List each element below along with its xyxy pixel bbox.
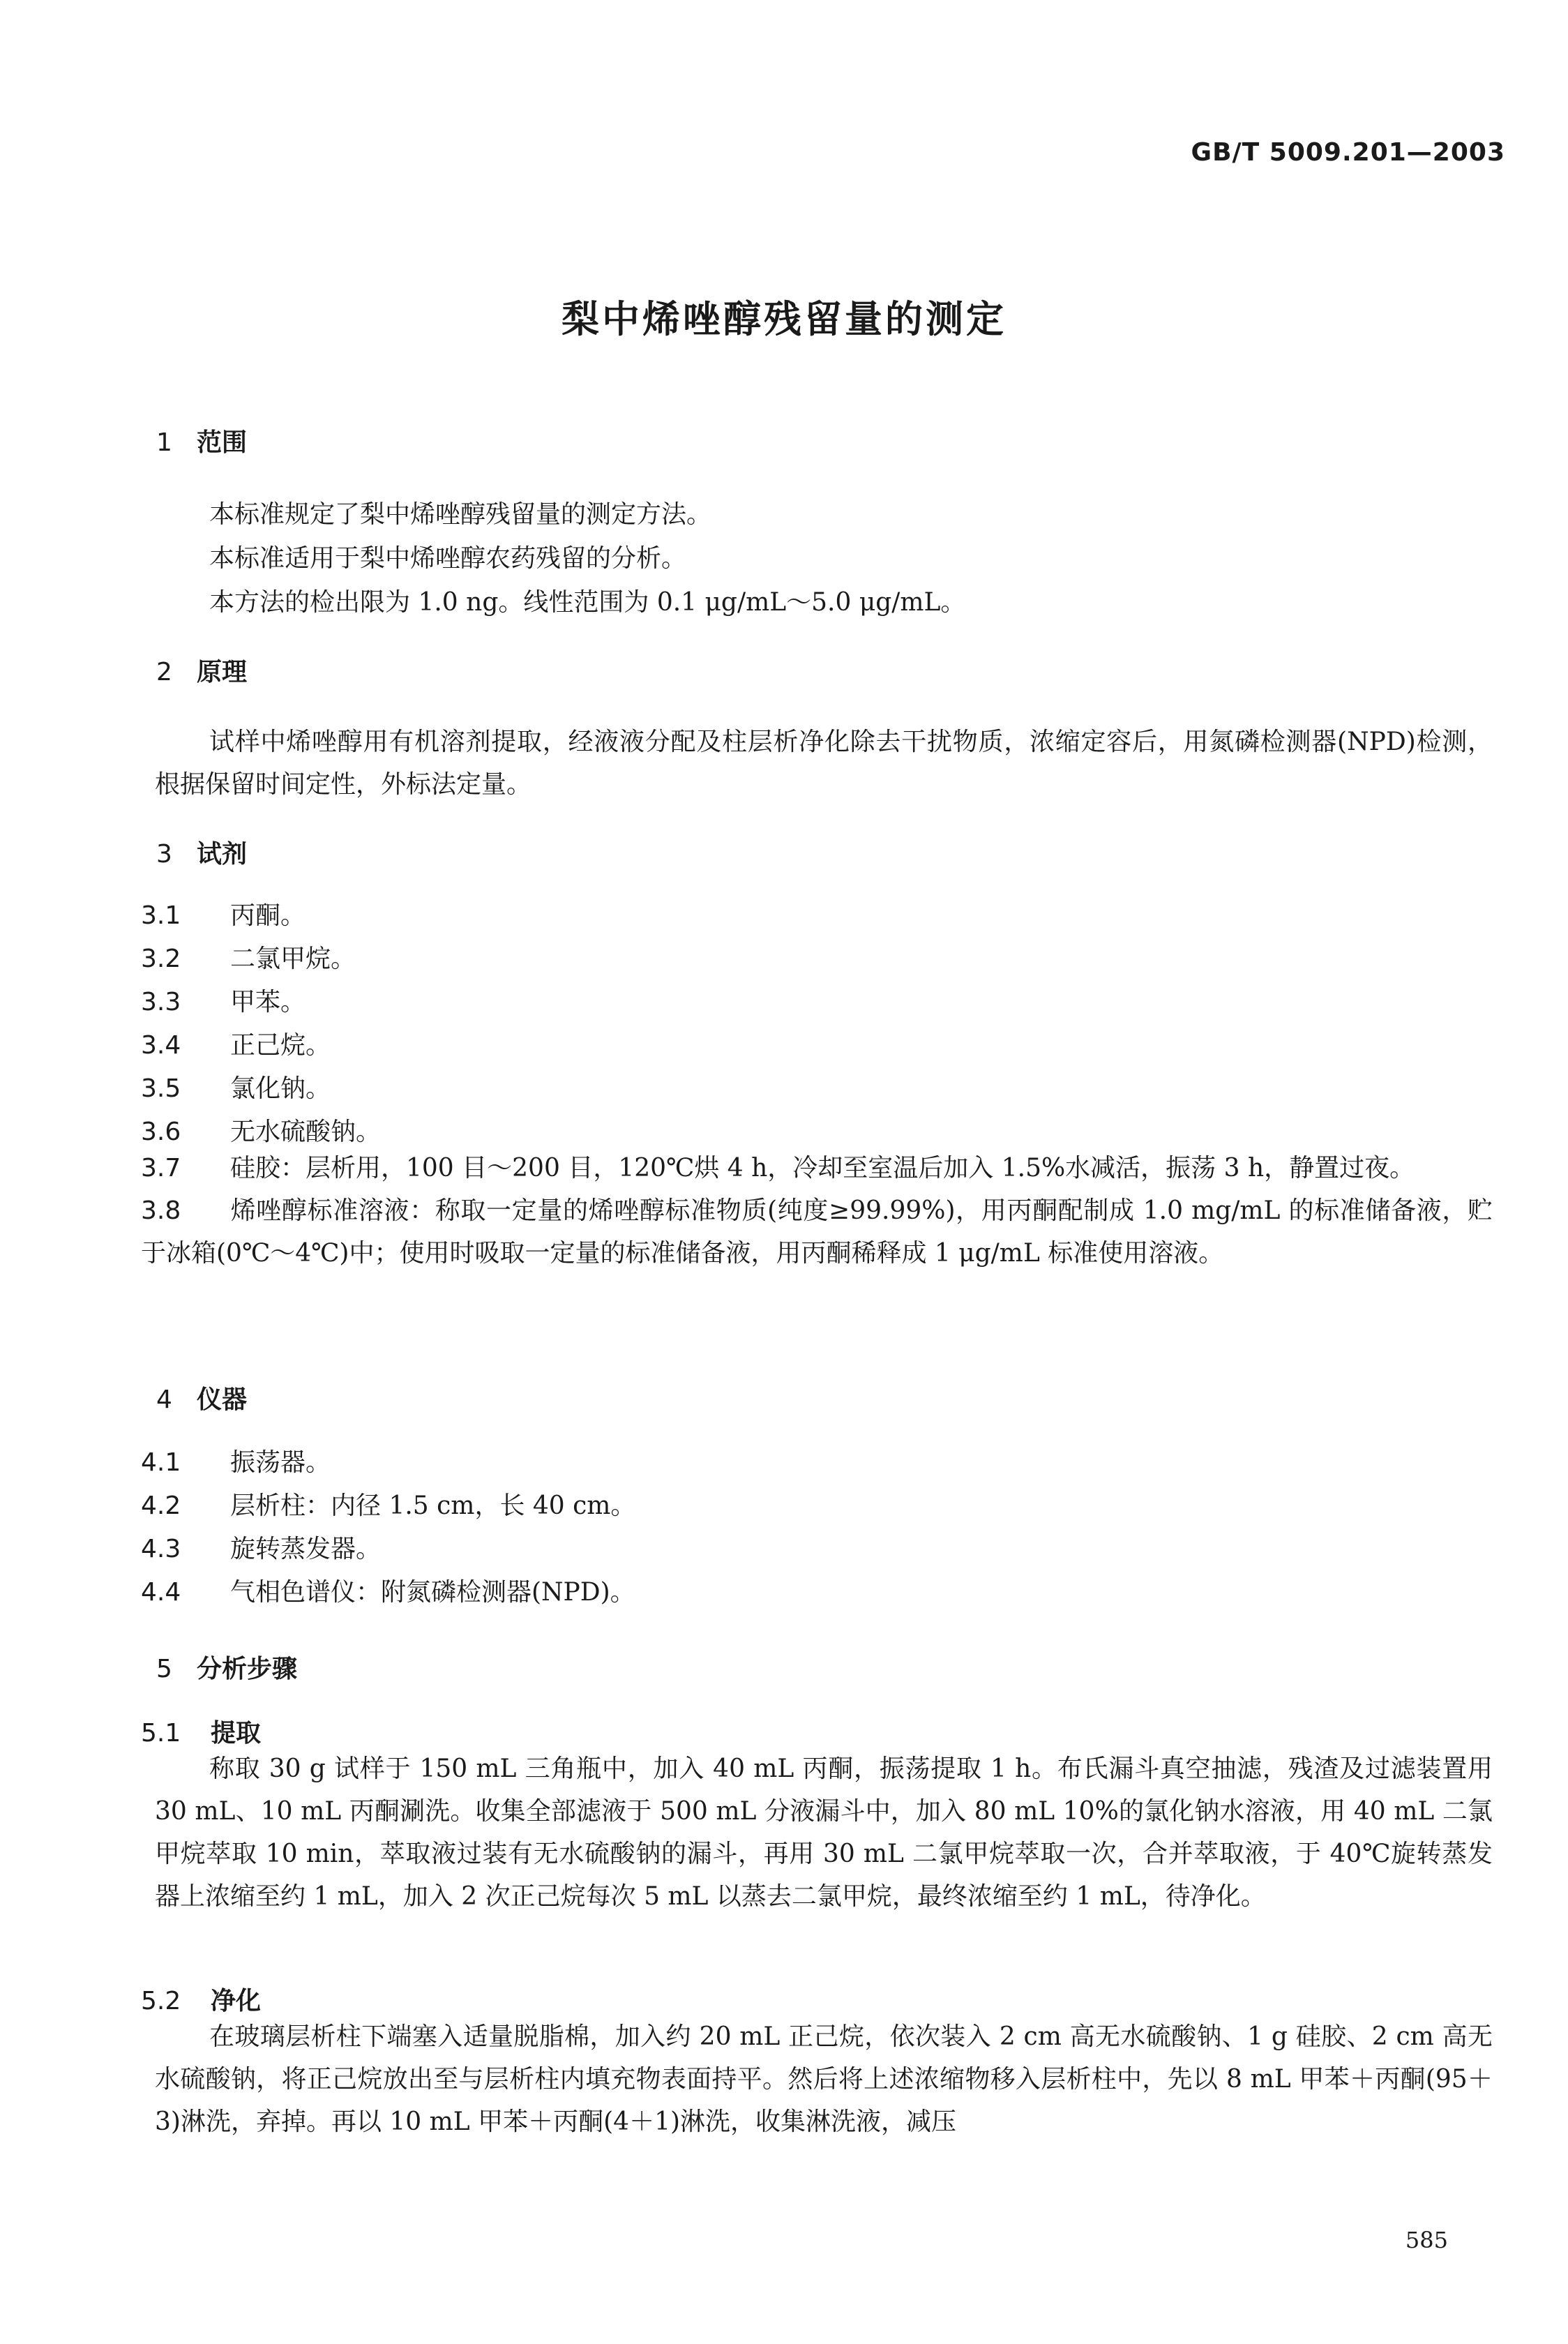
section-1-line-2: 本标准适用于梨中烯唑醇农药残留的分析。 (209, 544, 687, 573)
reagent-number: 3.4 (141, 1031, 181, 1060)
instrument-item (141, 1572, 635, 1608)
instrument-item (141, 1443, 331, 1478)
subsection-5-1-heading (141, 1713, 261, 1749)
subsection-5-2-heading (141, 1981, 261, 2017)
instrument-text: 层析柱：内径 1.5 cm，长 40 cm。 (230, 1492, 636, 1520)
reagent-number: 3.2 (141, 945, 181, 973)
subsection-5-2-title: 净化 (211, 1987, 262, 2015)
reagent-text: 丙酮。 (230, 901, 306, 930)
section-2-heading (156, 652, 247, 688)
section-3-heading (156, 834, 247, 870)
reagent-number: 3.5 (141, 1074, 181, 1103)
instrument-number: 4.4 (141, 1578, 181, 1607)
instrument-text: 气相色谱仪：附氮磷检测器(NPD)。 (230, 1578, 635, 1607)
section-2-title: 原理 (197, 658, 248, 686)
subsection-5-1-title: 提取 (211, 1719, 262, 1748)
section-2-text: 试样中烯唑醇用有机溶剂提取，经液液分配及柱层析净化除去干扰物质，浓缩定容后，用氮磷检测器(NPD)检测，根据保留时间定性，外标法定量。 (155, 728, 1493, 799)
instrument-item (141, 1529, 381, 1565)
section-4-title: 仪器 (197, 1385, 248, 1414)
section-4-heading (156, 1380, 247, 1415)
section-1-title: 范围 (197, 428, 248, 457)
section-1-line-3: 本方法的检出限为 1.0 ng。线性范围为 0.1 μg/mL～5.0 μg/mL。 (209, 588, 966, 617)
reagent-number: 3.6 (141, 1118, 181, 1146)
reagent-text: 硅胶：层析用，100 目～200 目，120℃烘 4 h，冷却至室温后加入 1.5%水减活，振荡 3 h，静置过夜。 (230, 1154, 1415, 1182)
section-3-title: 试剂 (197, 840, 248, 869)
reagent-number: 3.7 (141, 1154, 181, 1182)
instrument-number: 4.2 (141, 1492, 181, 1520)
instrument-item (141, 1486, 635, 1522)
reagent-item (141, 1147, 1493, 1189)
reagent-text: 甲苯。 (230, 988, 306, 1016)
reagent-item (141, 982, 306, 1018)
reagent-number: 3.1 (141, 901, 181, 930)
reagent-item (141, 1026, 331, 1061)
section-3-number: 3 (156, 840, 172, 869)
instrument-text: 旋转蒸发器。 (230, 1535, 382, 1563)
section-1-line-1: 本标准规定了梨中烯唑醇残留量的测定方法。 (209, 500, 712, 529)
page-number: 585 (1405, 2227, 1448, 2253)
section-4-number: 4 (156, 1385, 172, 1414)
reagent-text: 氯化钠。 (230, 1074, 331, 1103)
section-5-heading (156, 1649, 297, 1685)
subsection-5-1-text: 称取 30 g 试样于 150 mL 三角瓶中，加入 40 mL 丙酮，振荡提取 1 h。布氏漏斗真空抽滤，残渣及过滤装置用 30 mL、10 mL 丙酮涮洗。收集全部滤液于 500 mL 分液漏斗中，加入 80 mL 10%的氯化钠水溶液，用 40 mL 二氯甲烷萃取 10 min，萃取液过装有无水硫酸钠的漏斗，再用 30 mL 二氯甲烷萃取一次，合并萃取液，于 40℃旋转蒸发器上浓缩至约 1 mL，加入 2 次正己烷每次 5 mL 以蒸去二氯甲烷，最终浓缩至约 1 mL，待净化。 (155, 1755, 1493, 1911)
reagent-item (141, 896, 306, 931)
subsection-5-2-number: 5.2 (141, 1987, 181, 2015)
reagent-item (141, 1112, 381, 1148)
reagent-text: 无水硫酸钠。 (230, 1118, 382, 1146)
reagent-item (141, 1189, 1493, 1275)
reagent-item (141, 939, 356, 975)
section-2-number: 2 (156, 658, 172, 686)
reagent-text: 正己烷。 (230, 1031, 331, 1060)
instrument-number: 4.3 (141, 1535, 181, 1563)
page-title: 梨中烯唑醇残留量的测定 (561, 297, 1007, 341)
reagent-number: 3.8 (141, 1196, 181, 1225)
reagent-item (141, 1069, 331, 1104)
reagent-number: 3.3 (141, 988, 181, 1016)
subsection-5-1-number: 5.1 (141, 1719, 181, 1748)
instrument-number: 4.1 (141, 1448, 181, 1477)
reagent-text: 二氯甲烷。 (230, 945, 356, 973)
section-1-number: 1 (156, 428, 172, 457)
section-5-title: 分析步骤 (197, 1655, 298, 1683)
section-5-number: 5 (156, 1655, 172, 1683)
standard-code: GB/T 5009.201—2003 (1191, 138, 1505, 167)
reagent-text: 烯唑醇标准溶液：称取一定量的烯唑醇标准物质(纯度≥99.99%)，用丙酮配制成 1.0 mg/mL 的标准储备液，贮于冰箱(0℃～4℃)中；使用时吸取一定量的标准储备液，用丙酮稀释成 1 μg/mL 标准使用溶液。 (141, 1196, 1493, 1268)
subsection-5-2-text: 在玻璃层析柱下端塞入适量脱脂棉，加入约 20 mL 正己烷，依次装入 2 cm 高无水硫酸钠、1 g 硅胶、2 cm 高无水硫酸钠，将正己烷放出至与层析柱内填充物表面持平。然后将上述浓缩物移入层析柱中，先以 8 mL 甲苯＋丙酮(95＋3)淋洗，弃掉。再以 10 mL 甲苯＋丙酮(4＋1)淋洗，收集淋洗液，减压 (155, 2022, 1493, 2136)
section-1-heading (156, 423, 247, 458)
instrument-text: 振荡器。 (230, 1448, 331, 1477)
